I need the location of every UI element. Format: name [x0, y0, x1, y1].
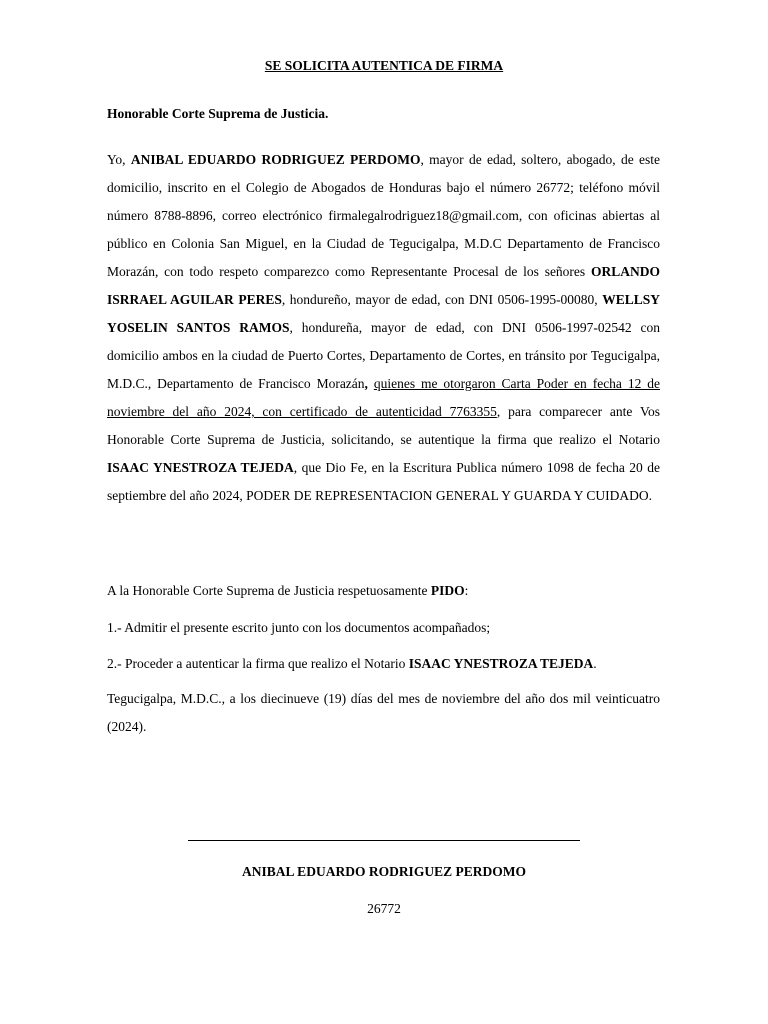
- document-title: SE SOLICITA AUTENTICA DE FIRMA: [264, 58, 504, 73]
- text-run: 2.- Proceder a autenticar la firma que realizo el Notario: [107, 656, 409, 671]
- bold-pido: PIDO: [430, 583, 465, 598]
- pido-paragraph: [107, 580, 660, 602]
- addressee: Honorable Corte Suprema de Justicia.: [107, 106, 329, 121]
- bold-name-notario: ISAAC YNESTROZA TEJEDA: [408, 656, 594, 671]
- text-run: , mayor de edad, soltero, abogado, de este domicilio, inscrito en el Colegio de Abogados de Honduras bajo el número 26772; teléfono móvil número 8788-8896, correo electrónico firmalegalrodriguez18@gmail.com, con oficinas abiertas al público en Colonia San Miguel, en la Ciudad de Tegucigalpa, M.D.C Departamento de Francisco Morazán, con todo respeto comparezco como Representante Procesal de los señores: [107, 152, 660, 279]
- text-run: , que Dio Fe, en la Escritura Publica número 1098 de fecha 20 de septiembre del año 2024, PODER DE REPRESENTACION GENERAL Y GUARDA Y CUIDADO.: [107, 460, 660, 503]
- request-item-2: [107, 653, 660, 675]
- bold-name-notario: ISAAC YNESTROZA TEJEDA: [107, 460, 294, 475]
- bold-comma: ,: [364, 376, 368, 391]
- request-item-1: 1.- Admitir el presente escrito junto con los documentos acompañados;: [107, 620, 491, 635]
- text-run: A la Honorable Corte Suprema de Justicia respetuosamente: [107, 583, 431, 598]
- signature-name: ANIBAL EDUARDO RODRIGUEZ PERDOMO: [242, 864, 526, 879]
- text-run: Yo,: [107, 152, 131, 167]
- bold-name-orlando: ORLANDO ISRRAEL AGUILAR PERES: [107, 264, 660, 307]
- main-paragraph: [107, 146, 660, 510]
- text-run: :: [464, 583, 469, 598]
- text-run: , hondureña, mayor de edad, con DNI 0506-1997-02542 con domicilio ambos en la ciudad de Puerto Cortes, Departamento de Cortes, en tránsito por Tegucigalpa, M.D.C., Departamento de Francisco Morazán: [107, 320, 660, 391]
- text-run: , hondureño, mayor de edad, con DNI 0506-1995-00080,: [281, 292, 603, 307]
- bold-name-wellsy: WELLSY YOSELIN SANTOS RAMOS: [107, 292, 660, 335]
- closing-paragraph: Tegucigalpa, M.D.C., a los diecinueve (19) días del mes de noviembre del año dos mil veinticuatro (2024).: [107, 691, 660, 734]
- text-run: .: [593, 656, 597, 671]
- signature-line: [188, 840, 580, 841]
- text-run: , para comparecer ante Vos Honorable Corte Suprema de Justicia, solicitando, se autentique la firma que realizo el Notario: [107, 404, 660, 447]
- signature-number: 26772: [367, 901, 401, 916]
- underlined-carta-poder: quienes me otorgaron Carta Poder en fecha 12 de noviembre del año 2024, con certificado de autenticidad 7763355: [107, 376, 660, 419]
- bold-name-anibal: ANIBAL EDUARDO RODRIGUEZ PERDOMO: [130, 152, 421, 167]
